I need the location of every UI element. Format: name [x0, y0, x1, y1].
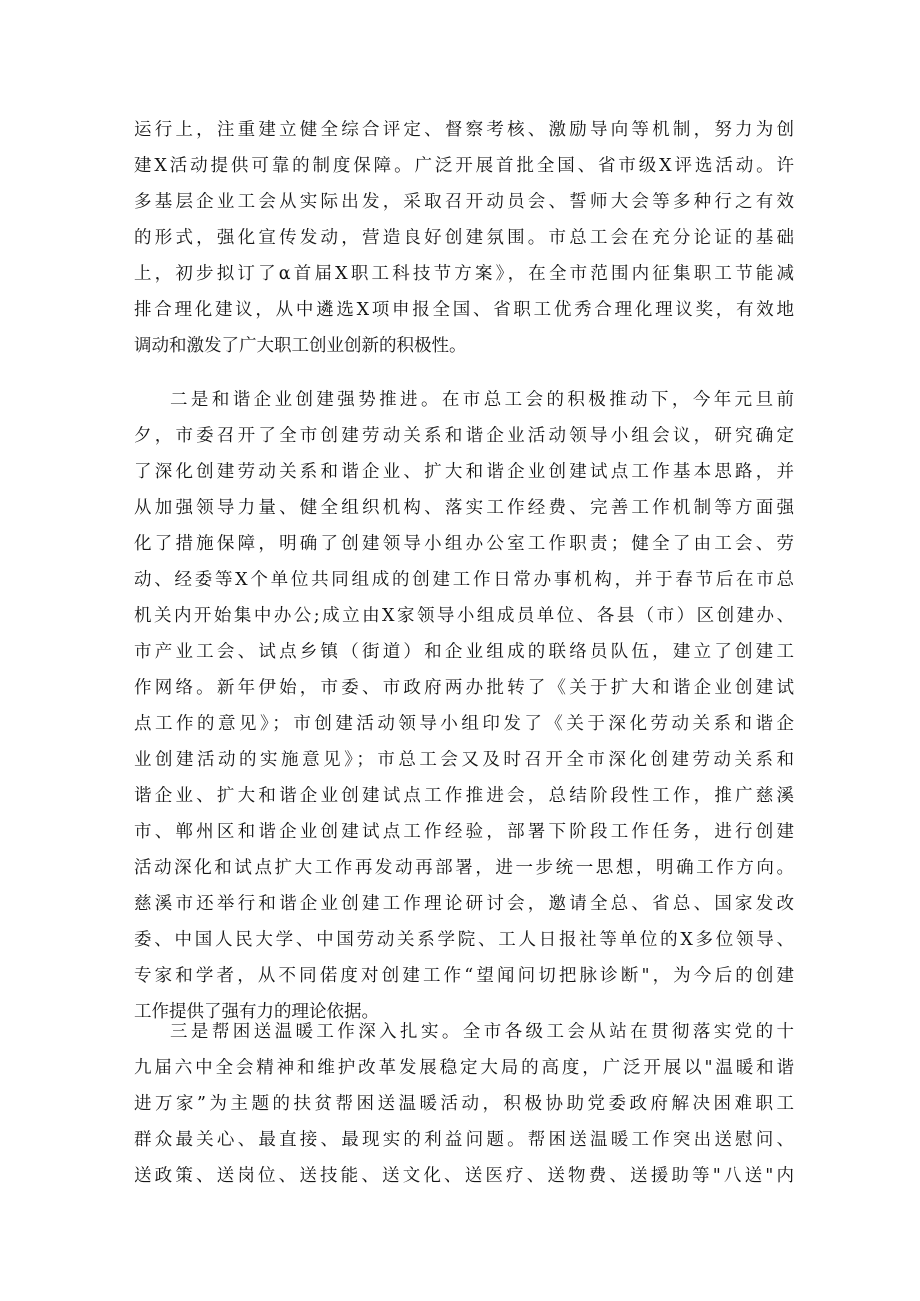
text-line: 二是和谐企业创建强势推进。在市总工会的积极推动下，今年元旦前 — [170, 390, 794, 410]
text-line: 活动深化和试点扩大工作再发动再部署，进一步统一思想，明确工作方向。 — [134, 858, 794, 878]
paragraph-3 — [134, 1014, 794, 1194]
text-line: 作网络。新年伊始，市委、市政府两办批转了《关于扩大和谐企业创建试 — [134, 678, 794, 698]
paragraph-1 — [134, 112, 794, 364]
text-line: 专家和学者，从不同偌度对创建工作“望闻问切把脉诊断"，为今后的创建 — [134, 966, 794, 986]
text-line: 动、经委等X个单位共同组成的创建工作日常办事机构，并于春节后在市总 — [134, 570, 794, 590]
text-line: 九届六中全会精神和维护改革发展稳定大局的高度，广泛开展以"温暖和谐 — [134, 1058, 794, 1078]
text-line: 送政策、送岗位、送技能、送文化、送医疗、送物费、送援助等"八送"内 — [134, 1166, 794, 1186]
text-line: 谐企业、扩大和谐企业创建试点工作推进会，总结阶段性工作，推广慈溪 — [134, 786, 794, 806]
text-line: 市产业工会、试点乡镇（街道）和企业组成的联络员队伍，建立了创建工 — [134, 642, 794, 662]
text-line: 点工作的意见》；市创建活动领导小组印发了《关于深化劳动关系和谐企 — [134, 714, 794, 734]
text-line: 夕，市委召开了全市创建劳动关系和谐企业活动领导小组会议，研究确定 — [134, 426, 794, 446]
text-line: 了深化创建劳动关系和谐企业、扩大和谐企业创建试点工作基本思路，并 — [134, 462, 794, 482]
text-line: 机关内开始集中办公;成立由X家领导小组成员单位、各县（市）区创建办、 — [134, 606, 794, 626]
text-line: 市、郸州区和谐企业创建试点工作经验，部署下阶段工作任务，进行创建 — [134, 822, 794, 842]
text-line: 工作提供了强有力的理论依据。 — [134, 1002, 379, 1022]
text-line: 从加强领导力量、健全组织机构、落实工作经费、完善工作机制等方面强 — [134, 498, 794, 518]
paragraph-2 — [134, 382, 794, 1030]
text-line: 建X活动提供可靠的制度保障。广泛开展首批全国、省市级X评选活动。许 — [134, 156, 794, 176]
text-line: 化了措施保障，明确了创建领导小组办公室工作职责；健全了由工会、劳 — [134, 534, 794, 554]
text-line: 上，初步拟订了α首届X职工科技节方案》，在全市范围内征集职工节能减 — [134, 264, 794, 284]
text-line: 运行上，注重建立健全综合评定、督察考核、激励导向等机制，努力为创 — [134, 120, 794, 140]
text-line: 排合理化建议，从中遴选X项申报全国、省职工优秀合理化理议奖，有效地 — [134, 300, 794, 320]
text-line: 调动和激发了广大职工创业创新的积极性。 — [134, 336, 467, 356]
text-line: 的形式，强化宣传发动，营造良好创建氛围。市总工会在充分论证的基础 — [134, 228, 794, 248]
text-line: 三是帮困送温暖工作深入扎实。全市各级工会从站在贯彻落实党的十 — [170, 1022, 794, 1042]
text-line: 多基层企业工会从实际出发，采取召开动员会、誓师大会等多种行之有效 — [134, 192, 794, 212]
text-line: 业创建活动的实施意见》；市总工会又及时召开全市深化创建劳动关系和 — [134, 750, 794, 770]
text-line: 进万家”为主题的扶贫帮困送温暖活动，积极协助党委政府解决困难职工 — [134, 1094, 794, 1114]
text-line: 委、中国人民大学、中国劳动关系学院、工人日报社等单位的X多位领导、 — [134, 930, 794, 950]
text-line: 慈溪市还举行和谐企业创建工作理论研讨会，邀请全总、省总、国家发改 — [134, 894, 794, 914]
text-line: 群众最关心、最直接、最现实的利益问题。帮困送温暖工作突出送慰问、 — [134, 1130, 794, 1150]
